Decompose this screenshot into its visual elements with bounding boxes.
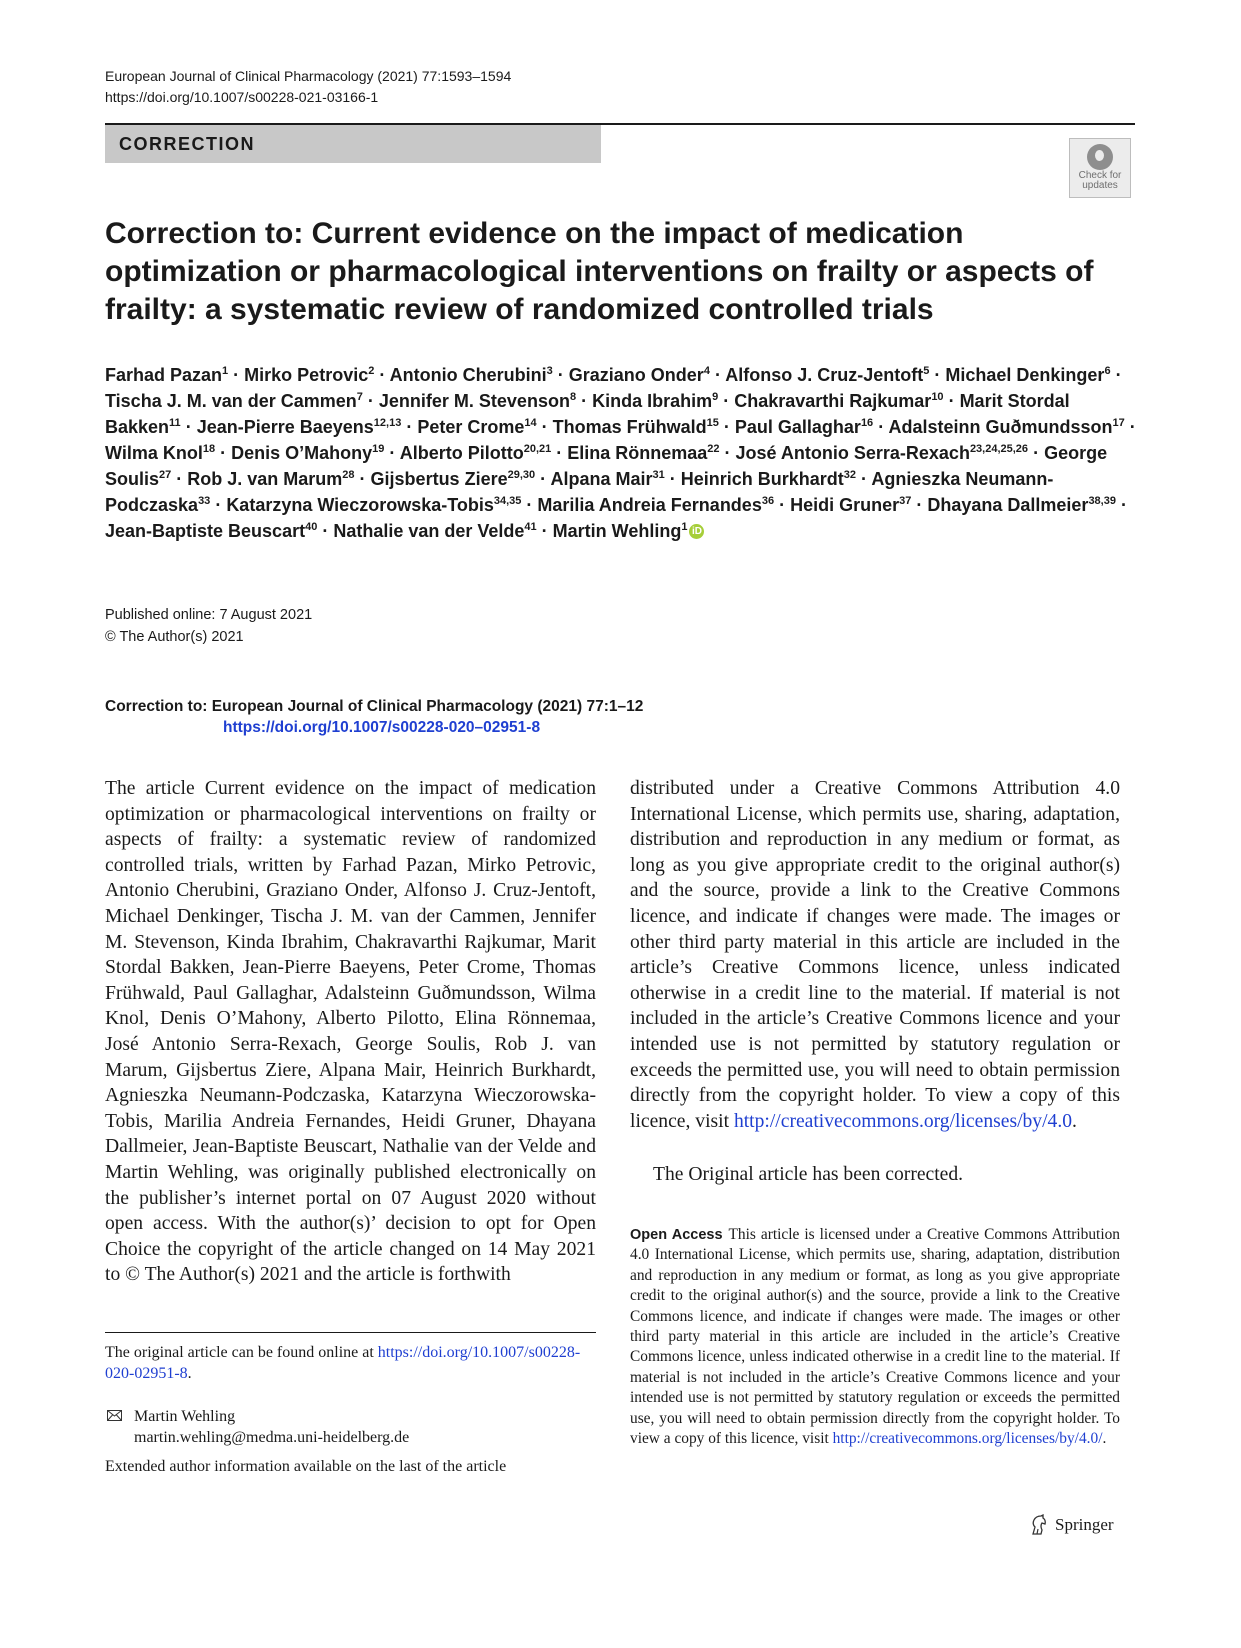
author-affiliation: 22 [707,443,720,455]
publication-info [105,604,312,648]
author-affiliation: 17 [1112,417,1125,429]
author-name: Tischa J. M. van der Cammen [105,391,357,411]
author-affiliation: 2 [368,365,375,377]
author [889,417,1125,437]
author [231,443,384,463]
author-name: Marilia Andreia Fernandes [537,495,762,515]
author-name: Dhayana Dallmeier [927,495,1089,515]
corresponding-author [105,1406,409,1448]
author-name: Wilma Knol [105,443,203,463]
author-name: Chakravarthi Rajkumar [734,391,932,411]
author [567,443,719,463]
body-left-column: The article Current evidence on the impact of medication optimization or pharmacological interventions on frailty or aspects of frailty: a systematic review of randomized controlled trials, written by Farhad Pazan, Mirko Petrovic, Antonio Cherubini, Graziano Onder, Alfonso J. Cruz-Jentoft, Michael Denkinger, Tischa J. M. van der Cammen, Jennifer M. Stevenson, Kinda Ibrahim, Chakravarthi Rajkumar, Marit Stordal Bakken, Jean-Pierre Baeyens, Peter Crome, Thomas Frühwald, Paul Gallaghar, Adalsteinn Guðmundsson, Wilma Knol, Denis O’Mahony, Alberto Pilotto, Elina Rönnemaa, José Antonio Serra-Rexach, George Soulis, Rob J. van Marum, Gijsbertus Ziere, Alpana Mair, Heinrich Burkhardt, Agnieszka Neumann-Podczaska, Katarzyna Wieczorowska-Tobis, Marilia Andreia Fernandes, Heidi Gruner, Dhayana Dallmeier, Jean-Baptiste Beuscart, Nathalie van der Velde and Martin Wehling, was originally published electronically on the publisher’s internet portal on 07 August 2020 without open access. With the author(s)’ decision to opt for Open Choice the copyright of the article changed on 14 May 2021 to © The Author(s) 2021 and the article is forthwith [105,778,596,1286]
author-affiliation: 27 [159,469,172,481]
author-name: Katarzyna Wieczorowska-Tobis [226,495,494,515]
author-name: Elina Rönnemaa [567,443,708,463]
author [734,391,943,411]
author-affiliation: 5 [923,365,930,377]
article-doi[interactable]: https://doi.org/10.1007/s00228-021-03166-1 [105,89,379,105]
author-affiliation: 32 [843,469,857,481]
author-name: Marit Stordal Bakken [105,391,1070,437]
original-online-end: . [187,1365,192,1382]
author [553,417,719,437]
author-name: Thomas Frühwald [552,417,707,437]
author-name: Adalsteinn Guðmundsson [888,417,1113,437]
author [105,391,363,411]
check-for-updates-icon [1087,144,1113,170]
author-name: Jean-Pierre Baeyens [196,417,374,437]
author-name: Kinda Ibrahim [592,391,713,411]
extended-author-info: Extended author information available on the last of the article [105,1458,507,1475]
author [226,495,521,515]
author-name: Heidi Gruner [790,495,900,515]
author [736,443,1029,463]
author-affiliation: 6 [1104,365,1111,377]
author-name: Paul Gallaghar [734,417,861,437]
author [371,469,536,489]
author-list: Farhad Pazan$^1$ · Mirko Petrovic$^2$ · Antonio Cherubini$^3$ · Graziano Onder$^4$ · Alfonso J. Cruz-Jentoft$^5$ · Michael Denkinger$^6$ · Tischa J. M. van der Cammen$^7$ · Jennifer M. Stevenson$^8$ · Kinda Ibrahim$^9$ · Chakravarthi Rajkumar$^{10}$ · Marit Stordal Bakken$^{11}$ · Jean-Pierre Baeyens$^{12,13}$ · Peter Crome$^{14}$ · Thomas Frühwald$^{15}$ · Paul Gallaghar$^{16}$ · Adalsteinn Guðmundsson$^{17}$ · Wilma Knol$^{18}$ · Denis O’Mahony$^{19}$ · Alberto Pilotto$^{20,21}$ · Elina Rönnemaa$^{22}$ · José Antonio Serra-Rexach$^{23,24,25,26}$ · George Soulis$^{27}$ · Rob J. van Marum$^{28}$ · Gijsbertus Ziere$^{29,30}$ · Alpana Mair$^{31}$ · Heinrich Burkhardt$^{32}$ · Agnieszka Neumann-Podczaska$^{33}$ · Katarzyna Wieczorowska-Tobis$^{34,35}$ · Marilia Andreia Fernandes$^{36}$ · Heidi Gruner$^{37}$ · Dhayana Dallmeier$^{38,39}$ · Jean-Baptiste Beuscart$^{40}$ · Nathalie van der Velde$^{41}$ · Martin Wehling$^1$ iD [105,365,1136,541]
corrected-note: The Original article has been corrected. [653,1164,964,1185]
author-affiliation: 37 [899,495,912,507]
original-online-text: The original article can be found online at [105,1344,374,1361]
author-affiliation: 19 [372,443,385,455]
author-affiliation: 28 [342,469,355,481]
copyright-notice: © The Author(s) 2021 [105,629,244,645]
check-updates-line1: Check for [1078,170,1122,181]
author-name: Farhad Pazan [105,365,223,385]
author-name: José Antonio Serra-Rexach [735,443,970,463]
original-article-link[interactable]: https://doi.org/10.1007/s00228-020-02951-8 [105,1344,581,1382]
author [390,365,553,385]
author-affiliation: 29,30 [507,469,536,481]
author-name: Antonio Cherubini [389,365,547,385]
open-access-heading: Open Access [630,1227,723,1243]
author-affiliation: 36 [761,495,775,507]
author-name: Denis O’Mahony [231,443,373,463]
author-affiliation: 23,24,25,26 [969,443,1029,455]
author-affiliation: 15 [706,417,719,429]
author-name: Heinrich Burkhardt [680,469,844,489]
envelope-icon [107,1410,122,1421]
author [790,495,911,515]
author [333,521,536,541]
contact-email[interactable]: martin.wehling@medma.uni-heidelberg.de [134,1429,410,1446]
correction-reference [105,696,643,738]
author-name: Mirko Petrovic [244,365,369,385]
author-name: Martin Wehling [552,521,682,541]
open-access-notice [630,1225,1120,1449]
contact-name: Martin Wehling [134,1408,236,1425]
author-affiliation: 9 [712,391,719,403]
author [681,469,856,489]
author-affiliation: 41 [524,521,537,533]
journal-citation: European Journal of Clinical Pharmacology (2021) 77:1593–1594 [105,68,512,84]
author [592,391,718,411]
correction-doi-link[interactable]: https://doi.org/10.1007/s00228-020–02951-8 [223,719,541,736]
author [945,365,1110,385]
author-name: Nathalie van der Velde [333,521,525,541]
author-name: Jennifer M. Stevenson [378,391,570,411]
author-name: Alberto Pilotto [399,443,524,463]
author [379,391,576,411]
author-affiliation: 4 [703,365,710,377]
open-access-end: . [1102,1430,1107,1448]
journal-header [105,66,511,108]
section-label: CORRECTION [105,125,601,163]
author [197,417,402,437]
open-access-text: This article is licensed under a Creative Commons Attribution 4.0 International License, which permits use, sharing, adaptation, distribution and reproduction in any medium or format, as long as you give appropriate credit to the original author(s) and the source, provide a link to the Creative Commons licence, and indicate if changes were made. The images or other third party material in this article are included in the article’s Creative Commons licence, unless indicated otherwise in a credit line to the material. If material is not included in the article’s Creative Commons licence and your intended use is not permitted by statutory regulation or exceeds the permitted use, you will need to obtain permission directly from the copyright holder. To view a copy of this licence, visit [630,1226,1120,1448]
author [105,443,215,463]
author [569,365,710,385]
author-name: George Soulis [105,443,1108,489]
author-name: Agnieszka Neumann-Podczaska [105,469,1054,515]
author-affiliation: 8 [569,391,577,403]
publisher-name: Springer [1055,1515,1114,1534]
author-name: Alpana Mair [550,469,653,489]
right-column-text: distributed under a Creative Commons Attribution 4.0 International License, which permits use, sharing, adaptation, distribution and reproduction in any medium or format, as long as you give appropriate credit to the original author(s) and the source, provide a link to the Creative Commons licence, and indicate if changes were made. The images or other third party material in this article are included in the article’s Creative Commons licence, unless indicated otherwise in a credit line to the material. If material is not included in the article’s Creative Commons licence and your intended use is not permitted by statutory regulation or exceeds the permitted use, you will need to obtain permission directly from the copyright holder. To view a copy of this licence, visit [630,778,1120,1132]
licence-link[interactable]: http://creativecommons.org/licenses/by/4.0 [733,1110,1073,1132]
author [400,443,552,463]
author-affiliation: 20,21 [523,443,552,455]
author-affiliation: 7 [356,391,363,403]
original-article-footnote [105,1342,596,1384]
article-title: Correction to: Current evidence on the impact of medication optimization or pharmacological interventions on frailty or aspects of frailty: a systematic review of randomized controlled trials [105,217,1094,326]
author-affiliation: 11 [169,417,181,429]
author [550,469,664,489]
author-name: Alfonso J. Cruz-Jentoft [725,365,924,385]
author-affiliation: 18 [202,443,216,455]
author [553,521,705,541]
body-right-column [630,776,1120,1134]
check-updates-line2: updates [1082,180,1118,191]
author [244,365,374,385]
author-name: Michael Denkinger [945,365,1105,385]
author [537,495,774,515]
author-name: Rob J. van Marum [187,469,343,489]
author-affiliation: 34,35 [493,495,522,507]
publisher-logo [1029,1513,1114,1537]
footnote-rule [105,1332,596,1333]
published-online: Published online: 7 August 2021 [105,607,313,623]
author-affiliation: 33 [198,495,211,507]
author [725,365,929,385]
author-name: Gijsbertus Ziere [370,469,508,489]
check-for-updates-badge[interactable] [1069,138,1131,198]
author-name: Peter Crome [417,417,525,437]
orcid-icon[interactable]: iD [689,524,704,539]
open-access-licence-link[interactable]: http://creativecommons.org/licenses/by/4.0/ [832,1430,1103,1448]
author-affiliation: 16 [860,417,874,429]
author [927,495,1116,515]
author-affiliation: 1 [681,521,688,533]
author-affiliation: 38,39 [1088,495,1116,507]
author-affiliation: 14 [524,417,537,429]
author-affiliation: 3 [546,365,553,377]
author [105,521,317,541]
right-column-end: . [1072,1110,1077,1132]
springer-horse-icon [1029,1514,1049,1536]
author-affiliation: 12,13 [373,417,402,429]
author-affiliation: 1 [222,365,229,377]
author-affiliation: 10 [931,391,944,403]
author-affiliation: 31 [652,469,665,481]
author [187,469,354,489]
author [417,417,536,437]
author [735,417,873,437]
author-name: Jean-Baptiste Beuscart [105,521,306,541]
correction-to-citation: Correction to: European Journal of Clinical Pharmacology (2021) 77:1–12 [105,698,644,715]
author-affiliation: 40 [305,521,318,533]
author [105,365,228,385]
author-name: Graziano Onder [568,365,704,385]
